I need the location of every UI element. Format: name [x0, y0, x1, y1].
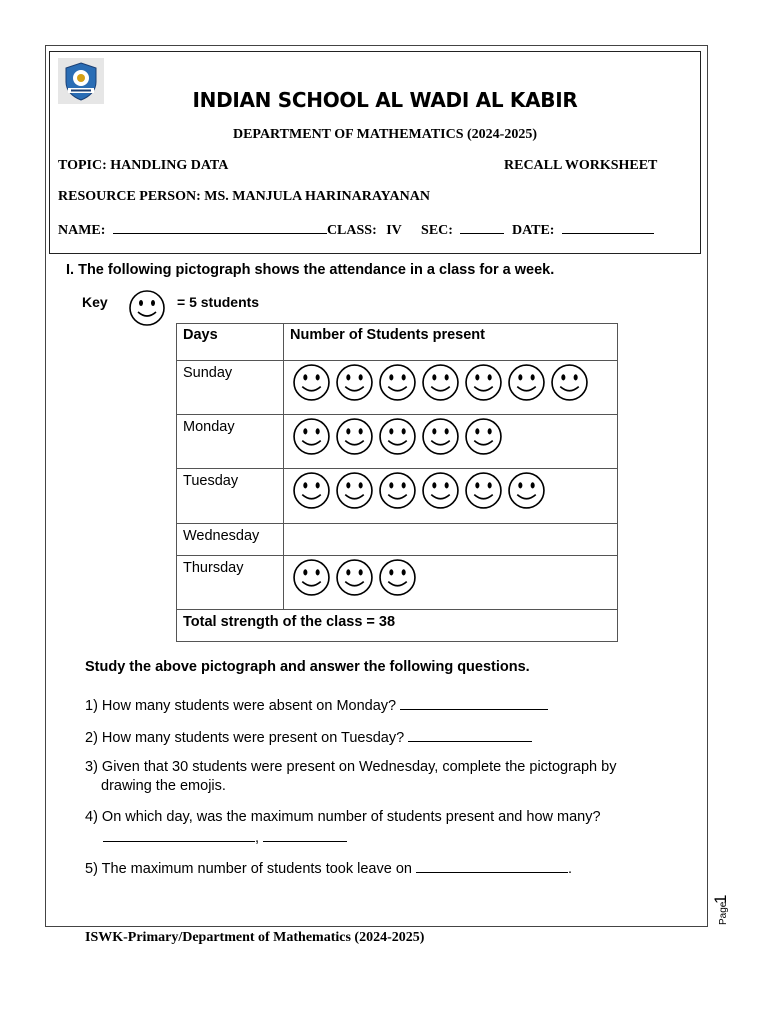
question-5-end: . [567, 861, 573, 877]
key-label: Key [82, 294, 108, 310]
faces-cell [284, 415, 618, 469]
class-value: IV [386, 223, 402, 238]
date-label: DATE: [511, 223, 555, 238]
school-title: INDIAN SCHOOL AL WADI AL KABIR [192, 88, 578, 112]
smiley-key-icon [128, 289, 166, 332]
table-header-row [177, 324, 618, 361]
table-row [177, 524, 618, 556]
question-5 [85, 858, 665, 879]
smiley-icon [507, 363, 546, 406]
answer-blank-4b[interactable] [263, 827, 347, 842]
question-5-text: 5) The maximum number of students took leave on [85, 861, 412, 877]
page-word: Page [718, 901, 729, 925]
faces-cell-answer[interactable] [284, 524, 618, 556]
name-label: NAME: [58, 223, 106, 238]
day-cell: Monday [177, 415, 284, 469]
faces-cell [284, 469, 618, 524]
faces-cell [284, 556, 618, 610]
table-row [177, 361, 618, 415]
smiley-icon [421, 417, 460, 460]
smiley-icon [292, 558, 331, 601]
smiley-icon [507, 471, 546, 514]
students-header: Number of Students present [284, 324, 618, 361]
faces-cell [284, 361, 618, 415]
table-row [177, 469, 618, 524]
day-cell: Thursday [177, 556, 284, 610]
answer-separator: , [255, 830, 260, 846]
smiley-icon [292, 471, 331, 514]
question-2 [85, 727, 665, 748]
question-1 [85, 695, 665, 716]
day-cell: Wednesday [177, 524, 284, 556]
total-strength: Total strength of the class = 38 [177, 610, 618, 642]
smiley-icon [335, 363, 374, 406]
pictograph-table [176, 323, 618, 642]
page-number [709, 895, 739, 935]
footer-text: ISWK-Primary/Department of Mathematics (2024-2025) [85, 930, 425, 945]
answer-blank-2[interactable] [408, 727, 532, 742]
resource-person: RESOURCE PERSON: MS. MANJULA HARINARAYANAN [58, 189, 430, 204]
smiley-icon [335, 471, 374, 514]
smiley-icon [292, 363, 331, 406]
sec-label: SEC: [421, 223, 453, 238]
sec-blank[interactable] [460, 219, 504, 234]
answer-blank-5[interactable] [416, 858, 568, 873]
days-header: Days [177, 324, 284, 361]
answer-blank-1[interactable] [400, 695, 548, 710]
student-details-line [58, 219, 654, 239]
smiley-icon [421, 471, 460, 514]
topic-line: TOPIC: HANDLING DATA [58, 158, 229, 173]
smiley-icon [335, 417, 374, 460]
class-label: CLASS: [326, 223, 377, 238]
table-row [177, 556, 618, 610]
day-cell: Sunday [177, 361, 284, 415]
smiley-icon [421, 363, 460, 406]
smiley-icon [378, 558, 417, 601]
worksheet-type: RECALL WORKSHEET [504, 158, 658, 173]
section-heading: I. The following pictograph shows the attendance in a class for a week. [66, 262, 555, 278]
question-3-text: 3) Given that 30 students were present on Wednesday, complete the pictograph by [85, 759, 617, 775]
day-cell: Tuesday [177, 469, 284, 524]
question-4-text: 4) On which day, was the maximum number of students present and how many? [85, 809, 601, 825]
smiley-icon [464, 363, 503, 406]
smiley-icon [378, 471, 417, 514]
name-blank[interactable] [113, 219, 327, 234]
smiley-icon [335, 558, 374, 601]
question-4 [85, 808, 665, 848]
question-3-text-cont: drawing the emojis. [101, 778, 226, 794]
total-row [177, 610, 618, 642]
smiley-icon [292, 417, 331, 460]
question-1-text: 1) How many students were absent on Monday? [85, 698, 397, 714]
smiley-icon [464, 417, 503, 460]
smiley-icon [378, 417, 417, 460]
smiley-icon [464, 471, 503, 514]
question-4-answers [85, 827, 665, 848]
smiley-icon [550, 363, 589, 406]
page-digit: 1 [711, 895, 730, 904]
instruction-text: Study the above pictograph and answer the following questions. [85, 659, 530, 675]
department-title: DEPARTMENT OF MATHEMATICS (2024-2025) [232, 127, 537, 142]
answer-blank-4a[interactable] [103, 827, 255, 842]
smiley-icon [378, 363, 417, 406]
key-value: = 5 students [177, 294, 260, 310]
table-row [177, 415, 618, 469]
question-2-text: 2) How many students were present on Tuesday? [85, 730, 405, 746]
question-3 [85, 758, 665, 796]
date-blank[interactable] [562, 219, 654, 234]
